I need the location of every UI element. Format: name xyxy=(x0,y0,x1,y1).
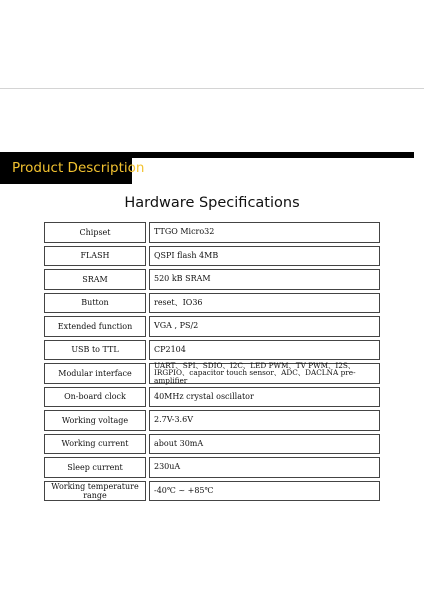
spec-label: USB to TTL xyxy=(44,340,146,361)
spec-row-working-current xyxy=(44,434,380,455)
spec-label: Button xyxy=(44,293,146,314)
section-banner xyxy=(0,152,424,184)
top-divider xyxy=(0,88,424,89)
spec-row-usb-to-ttl xyxy=(44,340,380,361)
spec-label: Chipset xyxy=(44,222,146,243)
spec-row-working-voltage xyxy=(44,410,380,431)
page-title: Hardware Specifications xyxy=(124,195,300,211)
spec-row-extended-function xyxy=(44,316,380,337)
spec-label: Modular interface xyxy=(44,363,146,384)
spec-value: CP2104 xyxy=(149,340,380,361)
banner-title: Product Description xyxy=(12,160,145,176)
spec-value: -40℃ ~ +85℃ xyxy=(149,481,380,502)
spec-row-working-temperature-range xyxy=(44,481,380,502)
spec-row-sleep-current xyxy=(44,457,380,478)
spec-label: Extended function xyxy=(44,316,146,337)
spec-label: Sleep current xyxy=(44,457,146,478)
spec-row-flash xyxy=(44,246,380,267)
spec-value: UART、SPI、SDIO、I2C、LED PWM、TV PWM、I2S、IRGPIO、capacitor touch sensor、ADC、DACLNA pre-amplifier xyxy=(149,363,380,384)
spec-label: Working current xyxy=(44,434,146,455)
spec-value: 520 kB SRAM xyxy=(149,269,380,290)
spec-value: 2.7V-3.6V xyxy=(149,410,380,431)
spec-value: 230uA xyxy=(149,457,380,478)
spec-value: 40MHz crystal oscillator xyxy=(149,387,380,408)
spec-row-sram xyxy=(44,269,380,290)
spec-label: SRAM xyxy=(44,269,146,290)
spec-label: FLASH xyxy=(44,246,146,267)
spec-value: about 30mA xyxy=(149,434,380,455)
spec-row-chipset xyxy=(44,222,380,243)
spec-row-button xyxy=(44,293,380,314)
spec-row-modular-interface xyxy=(44,360,380,386)
spec-label: On-board clock xyxy=(44,387,146,408)
spec-label: Working temperature range xyxy=(44,481,146,502)
spec-value: reset、IO36 xyxy=(149,293,380,314)
spec-value: QSPI flash 4MB xyxy=(149,246,380,267)
spec-value: VGA , PS/2 xyxy=(149,316,380,337)
spec-row-on-board-clock xyxy=(44,387,380,408)
spec-table xyxy=(44,222,380,501)
spec-value: TTGO Micro32 xyxy=(149,222,380,243)
spec-label: Working voltage xyxy=(44,410,146,431)
